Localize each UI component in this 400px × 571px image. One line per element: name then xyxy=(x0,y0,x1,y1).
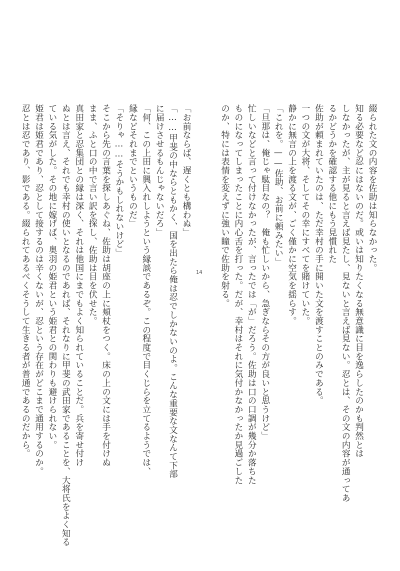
left-page-text xyxy=(18,104,192,547)
text-line: 縁などそれまでというものだ」 xyxy=(127,104,138,228)
text-line: のか、特には表情を変えずに強い瞳で佐助を射る。 xyxy=(219,104,230,308)
text-line: 「……甲斐の中ならともかく、国を出たら俺は忍でしかないのよ。こんな重要な文なんて下部 xyxy=(167,104,178,479)
text-line: 綴られた文の内容を佐助は知らなかった。 xyxy=(367,104,377,273)
text-line: 「そりゃ……そうかもしれないけど」 xyxy=(113,104,124,258)
text-line: 「これを。——佐助、お前に頼みたい」 xyxy=(273,104,284,267)
text-line: 静かに無言の上を渡る文が、ごく僅かに空気を揺らす。 xyxy=(286,104,297,326)
text-line: 一つの文が大将、そしてその幸にすべてを賭けていた。 xyxy=(299,104,310,326)
text-line: 「何、この上田に興入れしようという縁談であるぞ。この程度で目くじらを立てるようでは、 xyxy=(140,104,151,476)
text-line: るかどうかを確認する他にもう見慣れた xyxy=(326,104,337,264)
text-line: 忙しいなどと言って付けなかったが、言ったでは「が」だろう。佐助は口の口調が幾分か落ちた xyxy=(246,104,257,485)
text-line: 真田家と忍集団との縁は深く、それは他国にまでもよく知られていることだ。兵を寄せ付け xyxy=(73,104,84,467)
text-line: に届けさせるもんじゃないだろ」 xyxy=(154,104,165,237)
text-line: まま、ふと口の中で言い訳を探し、佐助は目を伏せた。 xyxy=(87,104,98,326)
text-line: 「お前ならば、遅くとも構わぬ」 xyxy=(181,104,191,237)
text-line: そこから先の言葉を探しあぐね、佐助は胡座の上に頬杖をつく。床の上の文には手を付けぬ xyxy=(100,104,111,467)
right-page-text xyxy=(217,104,378,503)
text-line: しなかったが、主が見ると言えば見たし、見ないと言えば見ない。忍とは、その文の内容が通ってあ xyxy=(340,104,351,503)
text-line: 「旦那は、俺じゃ駄目なの？ 俺も忙しいから、急ぎならその方が良いと思うけど」 xyxy=(259,104,270,441)
text-line: ぬとは言え、それでも幸村の使いとなるのであれば、それなりに甲斐の武田家であることを、大将氏をよく知る xyxy=(60,104,71,547)
text-line: 佐助が頼まれていたのは、ただ幸村の手に開いた文を渡すことのみである。 xyxy=(313,104,324,405)
text-line: 忍とは忍であり、影である。綴られてあるべくそうして生きる者が普通であるのだから。 xyxy=(20,104,31,458)
text-line: 姫君は姫君であり、忍として接するのは辛くないが、忍という存在がどこまで通用するのか。 xyxy=(33,104,44,476)
page-number: 14 xyxy=(196,270,203,276)
text-line: ものになってしまったことに内心舌を打った。だが、幸村はそれに気付かなかったか見過ごした xyxy=(232,104,243,485)
text-line: ている気がした。その地に嫁げば、奥羽の姫君という姫君との関わりも避けられない。 xyxy=(46,104,57,450)
text-line: 知る必要など忍にはないのだ。或いは知りたくなる無意識に目を逸らしたのかも判然とは xyxy=(353,104,364,458)
